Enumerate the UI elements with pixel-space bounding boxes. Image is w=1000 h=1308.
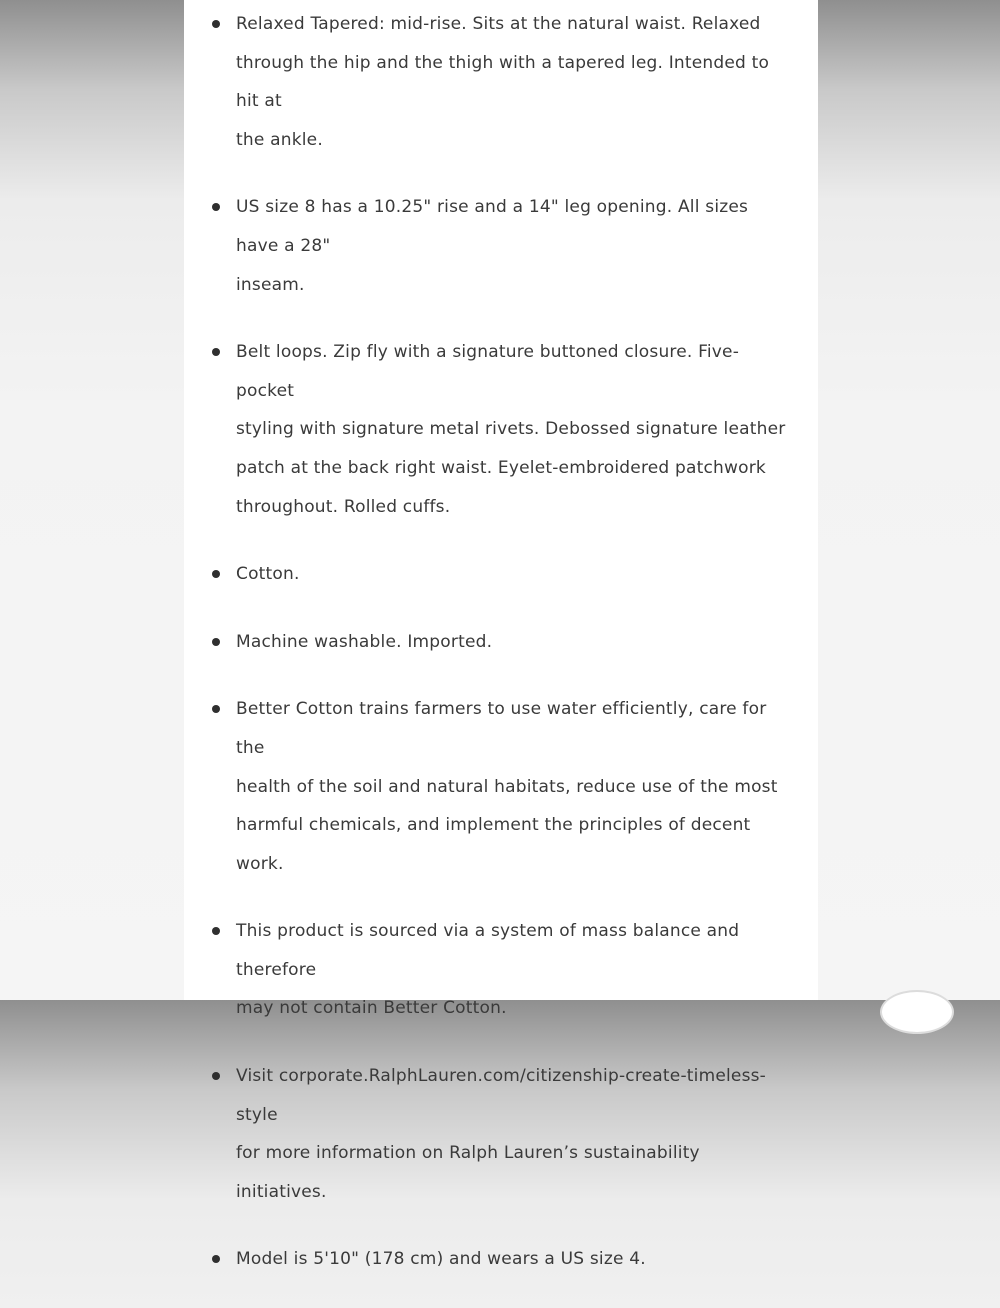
bullet-dot-icon: [212, 927, 220, 935]
bullet-dot-icon: [212, 570, 220, 578]
list-item: [184, 690, 818, 883]
list-item: [184, 1240, 818, 1279]
list-item-text: Cotton.: [236, 564, 300, 585]
bullet-dot-icon: [212, 1072, 220, 1080]
list-item: [184, 1057, 818, 1211]
list-item: [184, 912, 818, 1028]
bullet-dot-icon: [212, 705, 220, 713]
list-item: [184, 623, 818, 662]
list-item-text: Relaxed Tapered: mid-rise. Sits at the natural waist. Relaxed through the hip and the thigh with a tapered leg. Intended to hit at the ankle.: [236, 14, 770, 150]
list-item: [184, 5, 818, 159]
list-item-text: Machine washable. Imported.: [236, 631, 493, 652]
list-item-text: Better Cotton trains farmers to use water efficiently, care for the health of the soil and natural habitats, reduce use of the most harmful chemicals, and implement the principles of decent work.: [236, 699, 778, 874]
list-item: [184, 555, 818, 594]
floating-circle-button[interactable]: [880, 990, 954, 1034]
bullet-dot-icon: [212, 638, 220, 646]
list-item-text: Visit corporate.RalphLauren.com/citizenship-create-timeless-style for more information on Ralph Lauren’s sustainability initiatives.: [236, 1066, 767, 1202]
bullet-dot-icon: [212, 203, 220, 211]
product-details-list: [184, 5, 818, 1308]
bullet-dot-icon: [212, 1255, 220, 1263]
list-item-text: US size 8 has a 10.25" rise and a 14" leg opening. All sizes have a 28" inseam.: [236, 197, 749, 295]
list-item: [184, 333, 818, 526]
list-item-text: This product is sourced via a system of mass balance and therefore may not contain Better Cotton.: [236, 921, 740, 1019]
product-details-card: [184, 0, 818, 1270]
list-item: [184, 188, 818, 304]
bullet-dot-icon: [212, 20, 220, 28]
list-item-text: Belt loops. Zip fly with a signature buttoned closure. Five-pocket styling with signature metal rivets. Debossed signature leather patch at the back right waist. Eyelet-embroidered patchwork throughout. Rolled cuffs.: [236, 342, 786, 517]
list-item-text: Model is 5'10" (178 cm) and wears a US size 4.: [236, 1249, 646, 1270]
bullet-dot-icon: [212, 348, 220, 356]
